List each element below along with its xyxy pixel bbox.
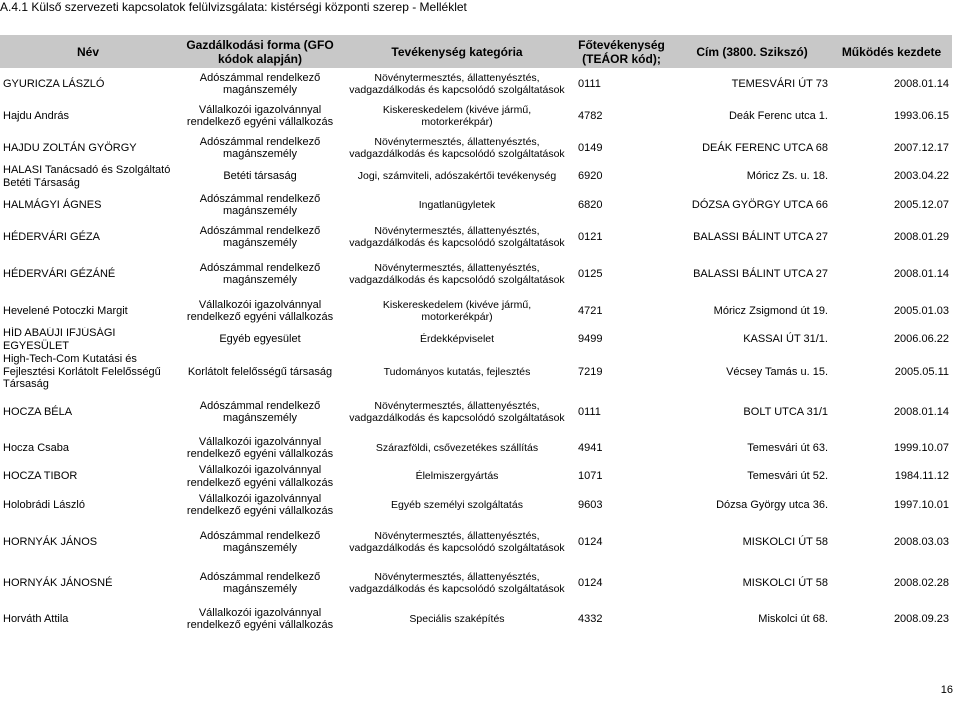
header-name: Név — [0, 35, 176, 68]
cell-form: Adószámmal rendelkező magánszemély — [199, 529, 321, 554]
table-row — [0, 352, 952, 392]
table-row — [0, 164, 952, 189]
cell-form: Vállalkozói igazolvánnyal rendelkező egyéni vállalkozás — [186, 298, 334, 323]
table-row — [0, 68, 952, 100]
cell-main-activity: 6920 — [578, 170, 603, 183]
cell-activity: Növénytermesztés, állattenyésztés, vadgazdálkodás és kapcsolódó szolgáltatások — [349, 570, 565, 595]
table-row — [0, 563, 952, 603]
page-number: 16 — [940, 684, 953, 696]
cell-address: KASSAI ÚT 31/1. — [743, 333, 828, 346]
table-row — [0, 189, 952, 221]
cell-form: Adószámmal rendelkező magánszemély — [199, 570, 321, 595]
header-activity: Tevékenység kategória — [344, 35, 570, 68]
table-row — [0, 221, 952, 253]
cell-main-activity: 0125 — [578, 267, 603, 280]
cell-form: Adószámmal rendelkező magánszemély — [199, 135, 321, 160]
header-address: Cím (3800. Szikszó) — [673, 35, 831, 68]
cell-name: HÉDERVÁRI GÉZA — [3, 230, 100, 243]
cell-address: DEÁK FERENC UTCA 68 — [702, 141, 828, 154]
cell-start: 1997.10.01 — [893, 498, 949, 511]
table-row — [0, 100, 952, 132]
cell-start: 2008.01.29 — [893, 230, 949, 243]
cell-name: HÉDERVÁRI GÉZÁNÉ — [3, 267, 116, 280]
cell-name: Hevelené Potoczki Margit — [3, 304, 128, 317]
cell-form: Adószámmal rendelkező magánszemély — [199, 71, 321, 96]
cell-start: 2005.05.11 — [894, 365, 949, 378]
table-row — [0, 295, 952, 327]
table-row — [0, 132, 952, 164]
cell-form: Egyéb egyesület — [219, 333, 301, 346]
table-row — [0, 603, 952, 635]
cell-main-activity: 1071 — [578, 470, 603, 483]
table-row — [0, 489, 952, 521]
cell-name: GYURICZA LÁSZLÓ — [3, 77, 105, 90]
cell-start: 2007.12.17 — [893, 141, 949, 154]
cell-name: HORNYÁK JÁNOS — [3, 535, 98, 548]
cell-main-activity: 4782 — [578, 109, 603, 122]
cell-main-activity: 6820 — [578, 198, 603, 211]
cell-address: Móricz Zs. u. 18. — [746, 170, 828, 183]
cell-address: TEMESVÁRI ÚT 73 — [731, 77, 828, 90]
cell-name: High-Tech-Com Kutatási és Fejlesztési Korlátolt Felelősségű Társaság — [3, 353, 161, 391]
cell-activity: Tudományos kutatás, fejlesztés — [383, 365, 531, 378]
cell-address: Miskolci út 68. — [758, 612, 828, 625]
table-row — [0, 253, 952, 295]
cell-name: HAJDU ZOLTÁN GYÖRGY — [3, 141, 137, 154]
cell-start: 2005.12.07 — [893, 198, 949, 211]
cell-start: 2008.03.03 — [893, 535, 949, 548]
cell-name: Holobrádi László — [3, 498, 85, 511]
register-table — [0, 35, 952, 635]
cell-form: Vállalkozói igazolvánnyal rendelkező egyéni vállalkozás — [186, 464, 334, 489]
cell-start: 2008.02.28 — [893, 576, 949, 589]
cell-main-activity: 0124 — [578, 576, 603, 589]
cell-start: 2003.04.22 — [893, 170, 949, 183]
cell-activity: Élelmiszergyártás — [415, 470, 499, 483]
cell-start: 2006.06.22 — [893, 333, 949, 346]
cell-activity: Egyéb személyi szolgáltatás — [391, 498, 523, 511]
cell-name: HOCZA TIBOR — [3, 470, 78, 483]
table-row — [0, 327, 952, 352]
table-row — [0, 464, 952, 489]
cell-start: 2008.01.14 — [893, 405, 949, 418]
cell-name: HÍD ABAÚJI IFJÚSÁGI EGYESÜLET — [3, 327, 116, 352]
cell-form: Korlátolt felelősségű társaság — [187, 365, 333, 378]
cell-address: Vécsey Tamás u. 15. — [726, 365, 828, 378]
cell-main-activity: 0124 — [578, 535, 603, 548]
cell-activity: Növénytermesztés, állattenyésztés, vadgazdálkodás és kapcsolódó szolgáltatások — [349, 399, 565, 424]
header-form: Gazdálkodási forma (GFO kódok alapján) — [176, 35, 344, 68]
cell-activity: Növénytermesztés, állattenyésztés, vadgazdálkodás és kapcsolódó szolgáltatások — [349, 529, 565, 554]
cell-activity: Ingatlanügyletek — [418, 198, 496, 211]
cell-activity: Szárazföldi, csővezetékes szállítás — [375, 441, 539, 454]
cell-address: Deák Ferenc utca 1. — [728, 109, 828, 122]
cell-main-activity: 4721 — [578, 304, 603, 317]
cell-activity: Növénytermesztés, állattenyésztés, vadgazdálkodás és kapcsolódó szolgáltatások — [349, 261, 565, 286]
cell-activity: Kiskereskedelem (kivéve jármű, motorkerékpár) — [382, 298, 532, 323]
cell-main-activity: 4332 — [578, 612, 603, 625]
cell-start: 2008.01.14 — [893, 77, 949, 90]
cell-start: 1984.11.12 — [894, 470, 949, 483]
cell-start: 2008.09.23 — [893, 612, 949, 625]
cell-activity: Kiskereskedelem (kivéve jármű, motorkerékpár) — [382, 103, 532, 128]
cell-address: Temesvári út 63. — [747, 441, 828, 454]
cell-form: Vállalkozói igazolvánnyal rendelkező egyéni vállalkozás — [186, 103, 334, 128]
cell-address: Dózsa György utca 36. — [716, 498, 828, 511]
cell-name: HALASI Tanácsadó és Szolgáltató Betéti Társaság — [3, 164, 171, 189]
cell-main-activity: 9499 — [578, 333, 603, 346]
table-row — [0, 432, 952, 464]
cell-form: Adószámmal rendelkező magánszemély — [199, 399, 321, 424]
cell-form: Vállalkozói igazolvánnyal rendelkező egyéni vállalkozás — [186, 606, 334, 631]
header-start: Működés kezdete — [831, 35, 952, 68]
cell-main-activity: 0121 — [578, 230, 603, 243]
cell-name: Hajdu András — [3, 109, 70, 122]
cell-start: 1993.06.15 — [893, 109, 949, 122]
cell-activity: Növénytermesztés, állattenyésztés, vadgazdálkodás és kapcsolódó szolgáltatások — [349, 71, 565, 96]
cell-name: HALMÁGYI ÁGNES — [3, 198, 102, 211]
cell-start: 2008.01.14 — [893, 267, 949, 280]
header-main-activity: Főtevékenység (TEÁOR kód); — [570, 35, 673, 68]
table-header-row — [0, 35, 952, 68]
table-row — [0, 392, 952, 432]
cell-activity: Növénytermesztés, állattenyésztés, vadgazdálkodás és kapcsolódó szolgáltatások — [349, 135, 565, 160]
cell-main-activity: 4941 — [578, 441, 603, 454]
cell-name: Hocza Csaba — [3, 441, 70, 454]
cell-main-activity: 0111 — [578, 405, 601, 418]
cell-address: MISKOLCI ÚT 58 — [742, 576, 828, 589]
cell-address: BALASSI BÁLINT UTCA 27 — [693, 267, 828, 280]
cell-start: 2005.01.03 — [893, 304, 949, 317]
cell-main-activity: 9603 — [578, 498, 603, 511]
cell-form: Betéti társaság — [223, 170, 297, 183]
cell-main-activity: 7219 — [578, 365, 603, 378]
cell-address: BOLT UTCA 31/1 — [743, 405, 828, 418]
cell-form: Adószámmal rendelkező magánszemély — [199, 224, 321, 249]
cell-activity: Jogi, számviteli, adószakértői tevékenység — [357, 170, 557, 183]
table-row — [0, 521, 952, 563]
cell-name: Horváth Attila — [3, 612, 69, 625]
cell-address: DÓZSA GYÖRGY UTCA 66 — [691, 198, 828, 211]
cell-main-activity: 0111 — [578, 77, 601, 90]
cell-address: Móricz Zsigmond út 19. — [713, 304, 828, 317]
cell-address: Temesvári út 52. — [747, 470, 828, 483]
cell-form: Adószámmal rendelkező magánszemély — [199, 192, 321, 217]
cell-start: 1999.10.07 — [893, 441, 949, 454]
cell-activity: Érdekképviselet — [419, 333, 495, 346]
cell-activity: Növénytermesztés, állattenyésztés, vadgazdálkodás és kapcsolódó szolgáltatások — [349, 224, 565, 249]
cell-main-activity: 0149 — [578, 141, 603, 154]
cell-address: BALASSI BÁLINT UTCA 27 — [693, 230, 828, 243]
cell-activity: Speciális szaképítés — [409, 612, 505, 625]
cell-form: Vállalkozói igazolvánnyal rendelkező egyéni vállalkozás — [186, 435, 334, 460]
document-title: A.4.1 Külső szervezeti kapcsolatok felülvizsgálata: kistérségi központi szerep - Melléklet — [0, 0, 467, 14]
cell-form: Vállalkozói igazolvánnyal rendelkező egyéni vállalkozás — [186, 492, 334, 517]
cell-name: HOCZA BÉLA — [3, 405, 73, 418]
cell-form: Adószámmal rendelkező magánszemély — [199, 261, 321, 286]
cell-name: HORNYÁK JÁNOSNÉ — [3, 576, 113, 589]
cell-address: MISKOLCI ÚT 58 — [742, 535, 828, 548]
